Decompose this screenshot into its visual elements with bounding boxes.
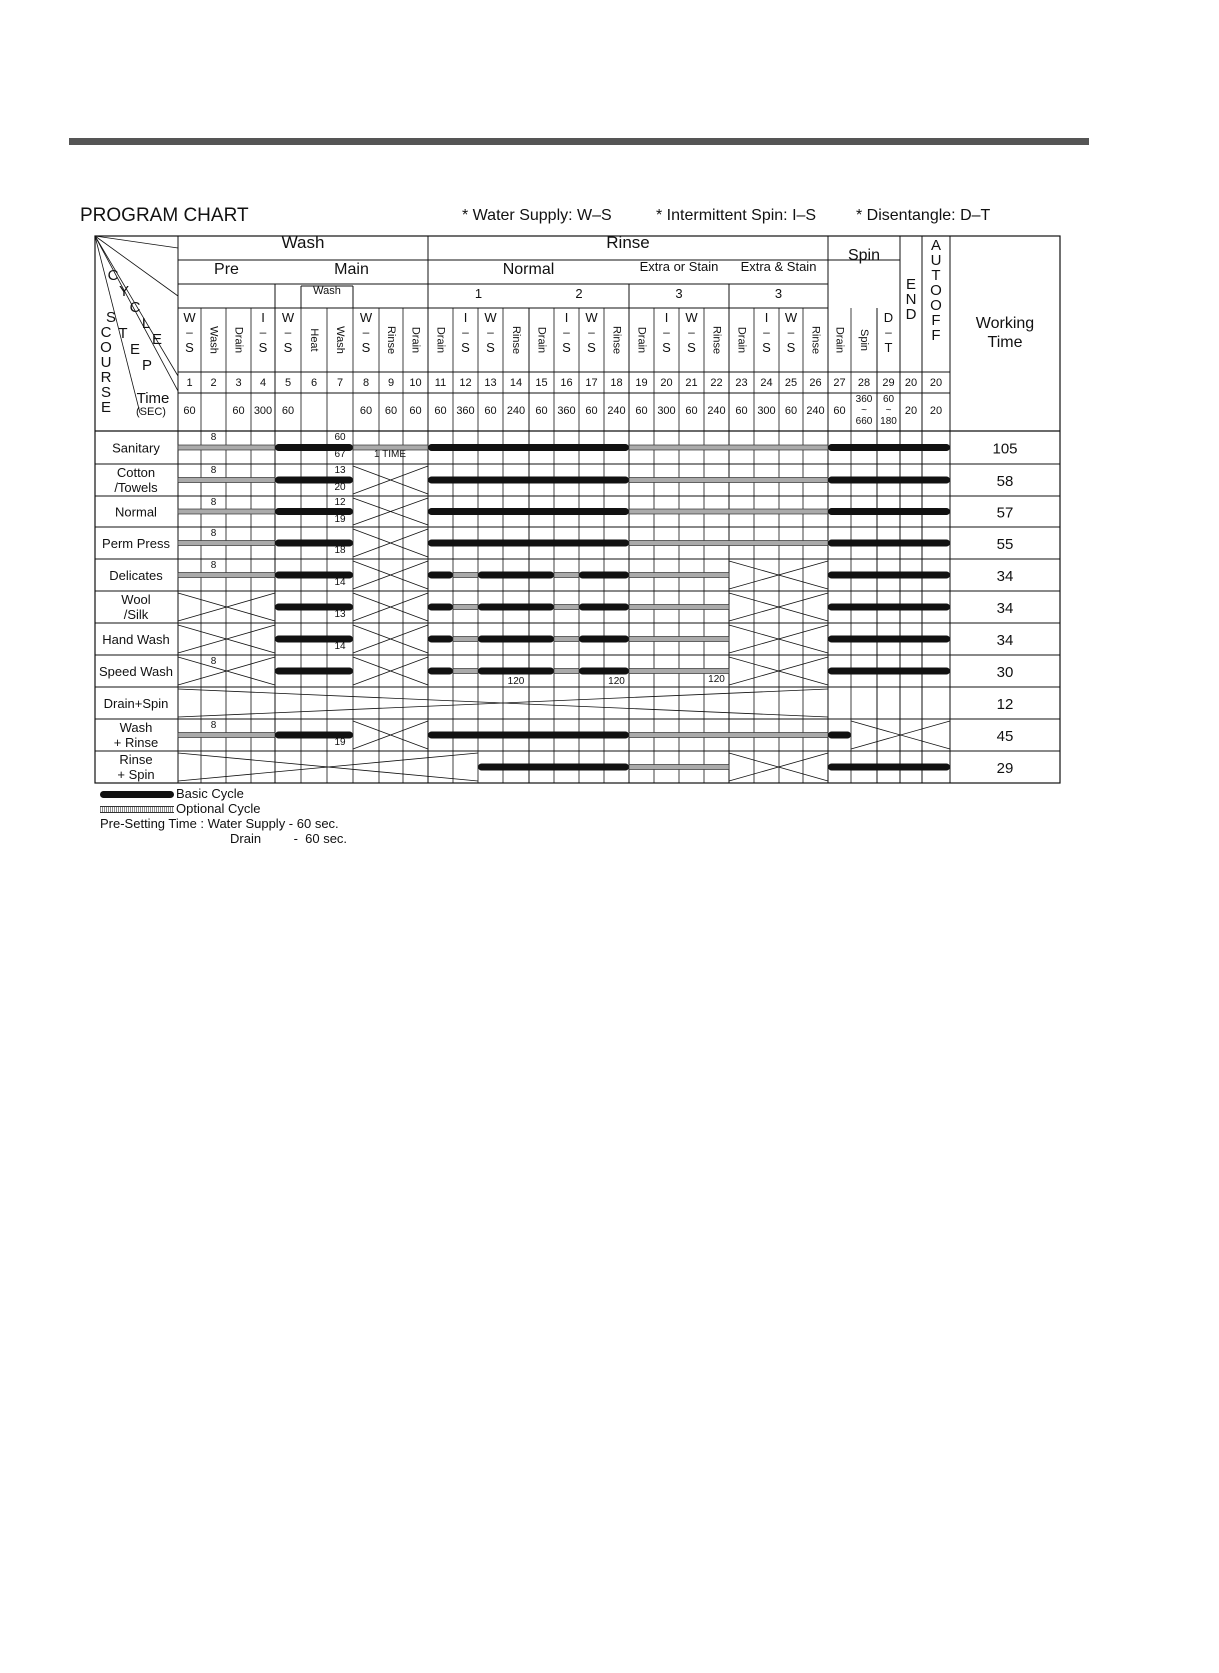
main-wash-label: Wash xyxy=(313,285,341,297)
preset-water: Pre-Setting Time : Water Supply - 60 sec. xyxy=(100,816,339,831)
working-time-value: 29 xyxy=(996,760,1014,777)
cycle-note: 12 xyxy=(334,497,346,508)
optional-cycle-bar xyxy=(629,573,729,578)
rinse-group-header: Rinse xyxy=(606,233,650,252)
basic-cycle-bar xyxy=(428,508,629,515)
step-time: 60 xyxy=(359,405,373,417)
step-number: 25 xyxy=(784,377,798,389)
step-number: 14 xyxy=(509,377,523,389)
step-label: I xyxy=(764,310,769,325)
working-time-value: 45 xyxy=(996,728,1014,745)
step-number: 21 xyxy=(685,377,698,389)
working-time-value: 12 xyxy=(996,696,1014,713)
basic-cycle-bar xyxy=(428,444,629,451)
step-time: 60 xyxy=(384,405,398,417)
step-number: 26 xyxy=(809,377,822,389)
cycle-letter: C xyxy=(107,267,119,284)
optional-cycle-bar xyxy=(453,573,478,578)
step-time: 360 xyxy=(855,394,873,405)
wash-group-header: Wash xyxy=(281,233,325,252)
step-label: S xyxy=(687,340,696,355)
basic-cycle-bar xyxy=(579,668,629,675)
cycle-note: 13 xyxy=(334,609,346,620)
working-time-header: Working xyxy=(975,315,1035,332)
course-letter: E xyxy=(100,399,112,416)
step-time: 660 xyxy=(855,416,873,427)
course-name: Perm Press xyxy=(102,536,170,551)
course-name: Sanitary xyxy=(112,440,160,456)
extra-and-stain-header: Extra & Stain xyxy=(740,259,817,274)
step-number: 7 xyxy=(336,377,344,389)
optional-cycle-bar xyxy=(453,669,478,674)
step-label: S xyxy=(461,340,470,355)
main-header: Main xyxy=(334,261,369,278)
basic-cycle-bar xyxy=(478,668,554,675)
optional-cycle-bar xyxy=(178,445,275,450)
step-label: – xyxy=(563,325,570,339)
optional-cycle-bar xyxy=(178,733,275,738)
optional-cycle-bar xyxy=(453,637,478,642)
step-number: 20 xyxy=(929,377,943,389)
step-label: S xyxy=(258,340,268,355)
working-time-value: 34 xyxy=(996,632,1014,649)
step-label: – xyxy=(284,325,292,339)
working-time-value: 105 xyxy=(992,440,1018,458)
step-label: W xyxy=(484,310,497,325)
preset-drain: Drain - 60 sec. xyxy=(230,831,348,846)
diagonal-line xyxy=(95,236,178,296)
end-letter: N xyxy=(905,291,917,308)
step-time: 60 xyxy=(535,405,548,417)
optional-cycle-bar xyxy=(629,765,729,770)
step-time: 60 xyxy=(585,405,598,417)
step-time: 60 xyxy=(183,405,196,417)
step-label: S xyxy=(562,340,571,355)
step-number: 28 xyxy=(857,377,871,389)
abbrev-intermittent-spin: * Intermittent Spin: I–S xyxy=(656,207,817,224)
step-time: 60 xyxy=(232,405,245,417)
step-number: 15 xyxy=(535,377,548,389)
step-label: S xyxy=(283,340,293,355)
course-name: Normal xyxy=(115,504,157,520)
step-number: 4 xyxy=(259,377,267,389)
basic-cycle-bar xyxy=(428,540,629,547)
auto-off-letter: F xyxy=(931,327,941,344)
basic-cycle-bar xyxy=(828,764,950,771)
course-name: Speed Wash xyxy=(99,664,173,679)
cycle-note: 120 xyxy=(708,674,725,685)
cycle-letter: C xyxy=(129,299,141,316)
cycle-note: 19 xyxy=(334,514,346,525)
step-time: 60 xyxy=(409,405,422,417)
step-time: 360 xyxy=(456,405,475,417)
step-letter: P xyxy=(141,357,153,374)
optional-cycle-bar xyxy=(554,669,579,674)
step-time: 240 xyxy=(506,405,526,417)
optional-cycle-bar xyxy=(629,541,828,546)
rinse-count: 3 xyxy=(774,286,783,301)
cycle-note: 8 xyxy=(210,720,217,731)
step-time: 300 xyxy=(757,405,776,417)
basic-cycle-bar xyxy=(478,572,554,579)
optional-cycle-bar xyxy=(178,541,275,546)
step-label: I xyxy=(664,310,669,325)
cycle-note: 13 xyxy=(334,465,346,476)
legend xyxy=(100,786,347,846)
step-label: S xyxy=(762,340,771,355)
step-number: 20 xyxy=(660,377,673,389)
optional-cycle-bar xyxy=(178,573,275,578)
course-name: Wool xyxy=(121,592,151,607)
course-letter: R xyxy=(100,369,112,386)
step-label: S xyxy=(185,340,194,355)
step-label: W xyxy=(784,310,798,325)
cycle-note: 8 xyxy=(210,656,217,667)
step-label: S xyxy=(662,340,671,355)
step-label: Rinse xyxy=(610,325,623,355)
basic-cycle-bar xyxy=(428,636,453,643)
optional-cycle-bar xyxy=(629,509,828,514)
step-letter: E xyxy=(129,341,141,358)
step-number: 12 xyxy=(459,377,472,389)
basic-cycle-bar xyxy=(828,508,950,515)
step-label: Drain xyxy=(535,326,548,354)
working-time-value: 58 xyxy=(996,473,1014,490)
basic-cycle-bar xyxy=(428,477,629,484)
sec-label: (SEC) xyxy=(136,406,166,418)
step-time: ~ xyxy=(885,405,892,416)
step-label: – xyxy=(362,325,370,339)
cycle-note: 8 xyxy=(210,465,217,476)
step-label: T xyxy=(884,340,893,355)
optional-cycle-bar xyxy=(629,478,828,483)
step-number: 6 xyxy=(310,377,318,389)
step-label: Drain xyxy=(409,326,422,354)
step-number: 29 xyxy=(882,377,895,389)
step-letter: S xyxy=(105,309,117,326)
step-number: 5 xyxy=(284,377,292,389)
step-label: D xyxy=(883,310,894,325)
basic-cycle-bar xyxy=(275,668,353,675)
legend-basic: Basic Cycle xyxy=(100,786,347,801)
step-number: 24 xyxy=(760,377,773,389)
working-time-value: 34 xyxy=(996,568,1014,585)
step-time: 60 xyxy=(784,405,798,417)
abbrev-disentangle: * Disentangle: D–T xyxy=(856,207,991,224)
basic-cycle-bar xyxy=(579,604,629,611)
step-label: Rinse xyxy=(510,325,523,355)
chart-title: PROGRAM CHART xyxy=(80,205,249,226)
step-label: Drain xyxy=(833,326,846,354)
end-letter: D xyxy=(905,306,917,323)
course-name: + Rinse xyxy=(113,735,159,750)
normal-header: Normal xyxy=(502,261,555,278)
legend-optional: Optional Cycle xyxy=(100,801,347,816)
cycle-letter: Y xyxy=(118,283,130,300)
cycle-note: 120 xyxy=(507,676,525,687)
basic-cycle-bar xyxy=(828,668,950,675)
working-time-value: 34 xyxy=(996,600,1014,617)
step-time: 300 xyxy=(657,405,676,417)
step-number: 1 xyxy=(186,377,193,389)
end-letter: E xyxy=(905,276,917,293)
step-label: Wash xyxy=(334,326,347,354)
step-number: 20 xyxy=(904,377,918,389)
step-label: Drain xyxy=(635,326,648,354)
step-label: Rinse xyxy=(385,325,398,355)
course-letter: U xyxy=(100,354,112,371)
auto-off-letter: O xyxy=(930,282,942,299)
step-number: 11 xyxy=(434,377,447,389)
auto-off-letter: A xyxy=(930,237,942,254)
basic-cycle-bar xyxy=(828,572,950,579)
cycle-note: 14 xyxy=(334,577,346,588)
optional-cycle-bar xyxy=(453,605,478,610)
step-label: W xyxy=(685,310,698,325)
diagonal-line xyxy=(95,236,178,248)
step-label: S xyxy=(486,340,495,355)
step-time: 60 xyxy=(635,405,648,417)
basic-cycle-bar xyxy=(579,572,629,579)
cycle-note: 14 xyxy=(334,641,346,652)
cycle-note: 8 xyxy=(210,560,217,571)
step-time: 60 xyxy=(281,405,295,417)
working-time-header: Time xyxy=(987,334,1023,351)
step-time: 60 xyxy=(434,405,447,417)
step-label: Heat xyxy=(308,328,321,352)
optional-cycle-bar xyxy=(629,445,828,450)
working-time-value: 57 xyxy=(996,504,1014,522)
cycle-note: 8 xyxy=(210,497,217,508)
step-number: 27 xyxy=(833,377,846,389)
step-number: 16 xyxy=(560,377,573,389)
extra-or-stain-header: Extra or Stain xyxy=(639,259,719,274)
step-time: 60 xyxy=(833,405,846,417)
step-label: I xyxy=(261,310,265,325)
optional-cycle-bar xyxy=(178,509,275,514)
step-label: W xyxy=(359,310,373,325)
course-letter: S xyxy=(100,384,112,401)
course-name: Hand Wash xyxy=(102,632,170,647)
step-time: 60 xyxy=(882,394,895,405)
step-label: – xyxy=(763,325,770,339)
cycle-note: 19 xyxy=(334,737,346,748)
rinse-count: 1 xyxy=(474,286,483,301)
basic-cycle-bar xyxy=(828,477,950,484)
step-number: 3 xyxy=(235,377,242,389)
step-label: – xyxy=(885,325,892,339)
course-name: Cotton xyxy=(116,465,156,480)
step-label: Drain xyxy=(434,326,447,354)
course-name: Wash xyxy=(119,720,153,735)
basic-cycle-bar xyxy=(478,636,554,643)
step-label: S xyxy=(786,340,796,355)
step-label: Wash xyxy=(207,326,220,354)
auto-off-letter: T xyxy=(931,267,941,284)
step-label: Rinse xyxy=(710,325,723,355)
cycle-note: 20 xyxy=(334,482,346,493)
cycle-letter: E xyxy=(151,331,163,348)
cycle-note: 67 xyxy=(334,449,346,460)
step-label: Drain xyxy=(232,326,245,354)
step-time: 300 xyxy=(253,405,273,417)
step-label: – xyxy=(663,325,670,339)
course-name: Delicates xyxy=(109,568,163,583)
basic-cycle-swatch xyxy=(100,791,174,798)
pre-header: Pre xyxy=(214,261,239,278)
step-time: 240 xyxy=(707,405,726,417)
step-number: 8 xyxy=(362,377,370,389)
cycle-note: 18 xyxy=(334,545,346,556)
course-letter: O xyxy=(100,339,112,356)
course-name: /Silk xyxy=(123,607,149,622)
basic-cycle-bar xyxy=(828,540,950,547)
optional-cycle-bar xyxy=(554,637,579,642)
step-time: 60 xyxy=(735,405,748,417)
step-label: Drain xyxy=(735,326,748,354)
time-label: Time xyxy=(136,390,170,407)
basic-cycle-bar xyxy=(828,604,950,611)
step-number: 23 xyxy=(735,377,748,389)
cycle-note: 1 TIME xyxy=(373,449,407,460)
course-letter: C xyxy=(100,324,112,341)
step-label: – xyxy=(259,325,267,339)
basic-cycle-bar xyxy=(428,604,453,611)
cycle-note: 60 xyxy=(334,432,346,443)
step-number: 18 xyxy=(610,377,623,389)
step-number: 2 xyxy=(210,377,217,389)
spin-group-header: Spin xyxy=(847,247,881,264)
step-number: 10 xyxy=(409,377,422,389)
working-time-value: 30 xyxy=(996,664,1014,681)
step-number: 22 xyxy=(710,377,723,389)
step-time: 180 xyxy=(880,416,897,427)
optional-cycle-swatch xyxy=(100,806,174,813)
rinse-count: 2 xyxy=(575,286,583,301)
course-name: Rinse xyxy=(119,752,153,767)
step-time: 240 xyxy=(806,405,825,417)
step-time: 60 xyxy=(685,405,698,417)
cycle-note: 8 xyxy=(210,528,217,539)
working-time-value: 55 xyxy=(996,536,1014,553)
optional-cycle-bar xyxy=(629,605,729,610)
auto-off-letter: O xyxy=(930,297,942,314)
course-name: + Spin xyxy=(117,767,155,782)
optional-cycle-bar xyxy=(554,605,579,610)
step-label: Rinse xyxy=(809,325,822,355)
step-letter: T xyxy=(118,325,128,342)
auto-off-letter: U xyxy=(930,252,942,269)
basic-cycle-bar xyxy=(478,604,554,611)
basic-cycle-bar xyxy=(579,636,629,643)
optional-cycle-bar xyxy=(629,733,828,738)
step-label: I xyxy=(463,310,468,325)
cycle-note: 120 xyxy=(608,676,625,687)
step-time: 20 xyxy=(929,405,943,417)
step-number: 17 xyxy=(585,377,598,389)
step-number: 19 xyxy=(635,377,648,389)
course-name: Drain+Spin xyxy=(103,696,169,711)
step-time: 360 xyxy=(557,405,576,417)
optional-cycle-bar xyxy=(629,669,729,674)
basic-cycle-bar xyxy=(478,764,629,771)
optional-cycle-bar xyxy=(178,478,275,483)
basic-cycle-bar xyxy=(428,732,629,739)
basic-cycle-bar xyxy=(428,668,453,675)
rinse-count: 3 xyxy=(675,286,683,301)
step-label: W xyxy=(183,310,196,325)
auto-off-letter: F xyxy=(931,312,941,329)
cycle-note: 8 xyxy=(210,432,217,443)
step-label: – xyxy=(186,325,193,339)
step-number: 9 xyxy=(387,377,395,389)
step-label: – xyxy=(787,325,795,339)
step-time: 20 xyxy=(904,405,918,417)
step-time: 240 xyxy=(607,405,626,417)
abbrev-water-supply: * Water Supply: W–S xyxy=(462,207,612,224)
optional-cycle-bar xyxy=(629,637,729,642)
step-number: 13 xyxy=(484,377,497,389)
cycle-letter: L xyxy=(141,315,151,332)
step-time: ~ xyxy=(861,405,867,416)
step-label: – xyxy=(487,325,494,339)
step-time: 60 xyxy=(484,405,497,417)
step-label: S xyxy=(587,340,596,355)
step-label: W xyxy=(585,310,598,325)
basic-cycle-bar xyxy=(428,572,453,579)
step-label: – xyxy=(688,325,695,339)
course-name: /Towels xyxy=(114,480,158,495)
step-label: I xyxy=(564,310,569,325)
basic-cycle-bar xyxy=(828,444,950,451)
step-label: Spin xyxy=(858,328,871,352)
step-label: – xyxy=(588,325,595,339)
step-label: W xyxy=(281,310,295,325)
step-label: S xyxy=(361,340,371,355)
optional-cycle-bar xyxy=(554,573,579,578)
step-label: – xyxy=(462,325,469,339)
basic-cycle-bar xyxy=(828,732,851,739)
basic-cycle-bar xyxy=(828,636,950,643)
